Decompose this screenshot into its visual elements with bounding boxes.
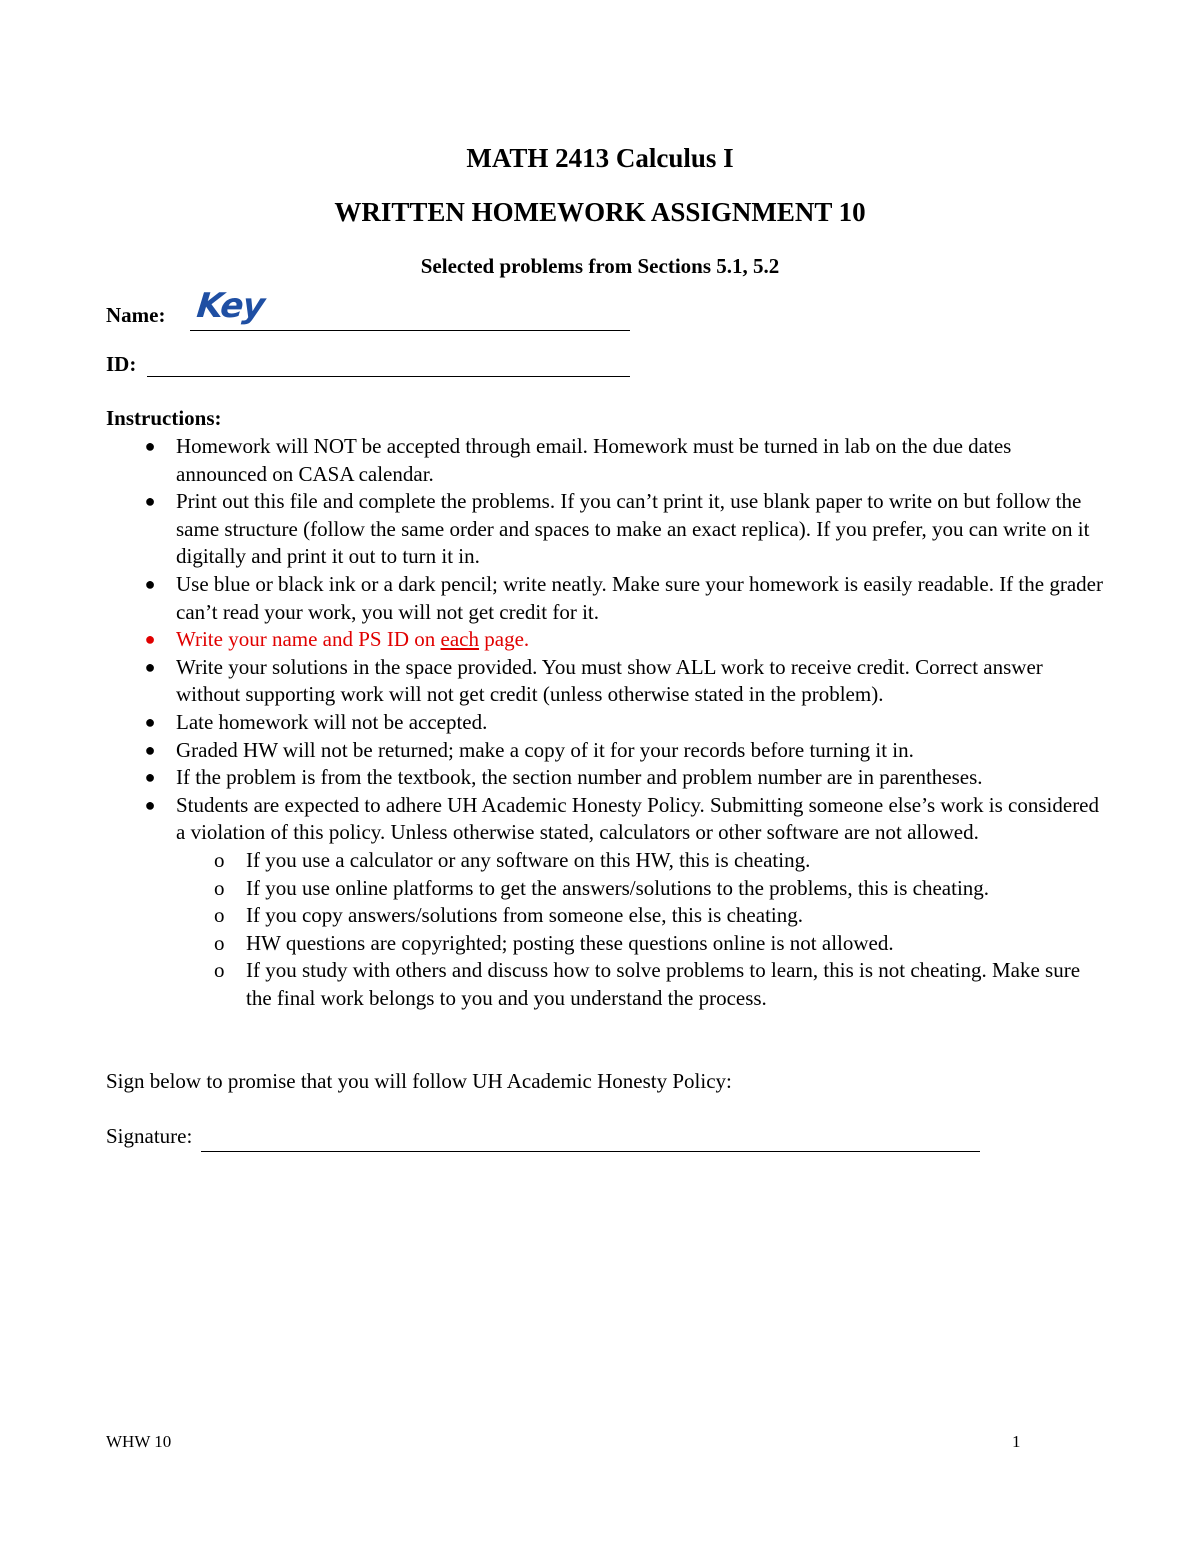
name-label: Name: (106, 303, 166, 327)
list-item-highlighted: ● Write your name and PS ID on each page. (106, 626, 1106, 654)
honesty-prompt: Sign below to promise that you will follow UH Academic Honesty Policy: (106, 1069, 732, 1093)
bullet-icon: ● (144, 656, 156, 677)
sub-list-item: o If you use online platforms to get the answers/solutions to the problems, this is cheating. (106, 875, 1106, 903)
circle-bullet-icon: o (214, 903, 225, 928)
circle-bullet-icon: o (214, 875, 225, 900)
id-input-line[interactable] (147, 376, 630, 377)
bullet-icon: ● (144, 629, 156, 650)
name-input-line[interactable] (190, 330, 630, 331)
course-title: MATH 2413 Calculus I (466, 143, 734, 173)
circle-bullet-icon: o (214, 958, 225, 983)
assignment-subtitle: Selected problems from Sections 5.1, 5.2 (420, 254, 780, 278)
instructions-heading: Instructions: (106, 406, 222, 430)
bullet-icon: ● (144, 794, 156, 815)
sub-list-item: o If you study with others and discuss how to solve problems to learn, this is not cheating. Make sure the final work belongs to you and you understand the process. (214, 958, 1081, 1010)
bullet-icon: ● (144, 436, 156, 456)
circle-bullet-icon: o (214, 847, 225, 872)
list-item: ● Late homework will not be accepted. (106, 709, 1106, 737)
list-item: ● Homework will NOT be accepted through email. Homework must be turned in lab on the due dates announced on CASA calendar. (106, 433, 1106, 488)
bullet-icon: ● (144, 767, 156, 788)
signature-label: Signature: (106, 1124, 193, 1148)
sub-list-item: o If you use a calculator or any software on this HW, this is cheating. (106, 847, 1106, 875)
footer-label: WHW 10 (106, 1432, 172, 1451)
bullet-icon: ● (144, 491, 156, 512)
list-item: ● Print out this file and complete the problems. If you can’t print it, use blank paper to write on but follow the same structure (follow the same order and spaces to make an exact replica). If you prefer, you can write on it digitally and print it out to turn it in. (106, 488, 1106, 571)
list-item: ● Use blue or black ink or a dark pencil; write neatly. Make sure your homework is easily readable. If the grader can’t read your work, you will not get credit for it. (106, 571, 1106, 626)
list-item: ● Students are expected to adhere UH Academic Honesty Policy. Submitting someone else’s work is considered a violation of this policy. Unless otherwise stated, calculators or other software are not allowed. (106, 792, 1106, 847)
list-item: ● Graded HW will not be returned; make a copy of it for your records before turning it in. (106, 737, 1106, 765)
signature-input-line[interactable] (201, 1151, 980, 1152)
bullet-icon: ● (144, 711, 156, 732)
handwritten-name: Key (194, 286, 266, 326)
list-item: ● Write your solutions in the space provided. You must show ALL work to receive credit. Correct answer without supporting work will not get credit (unless otherwise stated in the problem). (106, 654, 1106, 709)
sub-list-item: o If you copy answers/solutions from someone else, this is cheating. (106, 902, 1106, 930)
bullet-icon: ● (144, 573, 156, 594)
page-number: 1 (1012, 1432, 1021, 1451)
sub-list-item: o HW questions are copyrighted; posting these questions online is not allowed. (106, 930, 1106, 958)
list-item: ● If the problem is from the textbook, the section number and problem number are in parentheses. (106, 764, 1106, 792)
circle-bullet-icon: o (214, 930, 225, 955)
assignment-title: WRITTEN HOMEWORK ASSIGNMENT 10 (334, 197, 866, 227)
bullet-icon: ● (144, 739, 156, 760)
id-label: ID: (106, 352, 137, 376)
instructions-list (106, 433, 1106, 1012)
